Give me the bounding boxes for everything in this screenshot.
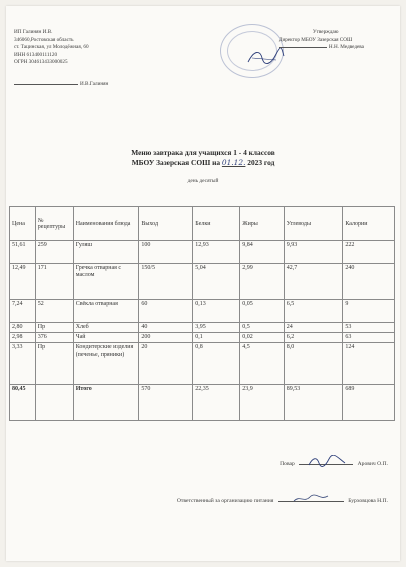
header-price: Цена [10, 207, 36, 241]
cell-proteins: 3,95 [193, 323, 240, 333]
approval-sign-name: Н.Н. Медведева [328, 44, 364, 50]
cell-calories: 222 [343, 241, 395, 264]
cell-proteins: 12,93 [193, 241, 240, 264]
cell-recipe-no: 376 [35, 333, 73, 343]
cell-recipe-no: 52 [35, 300, 73, 323]
header-yield: Выход [139, 207, 193, 241]
cell-dish-name: Хлеб [73, 323, 139, 333]
supplier-inn: ИНН 613400111120 [14, 51, 58, 58]
cell-calories: 53 [343, 323, 395, 333]
year-text: 2023 год [247, 158, 275, 167]
cell-price: 3,33 [10, 343, 36, 385]
cell-recipe-no: 259 [35, 241, 73, 264]
cook-label: Повар [280, 461, 295, 467]
cell-recipe-no: Пр [35, 343, 73, 385]
cell-carbs: 6,5 [284, 300, 343, 323]
header-dish-name: Наименования блюда [73, 207, 139, 241]
supplier-sign-name: И.В.Галинян [80, 80, 109, 87]
responsible-label: Ответственный за организацию питания [176, 498, 274, 504]
cell-proteins: 0,1 [193, 333, 240, 343]
cell-fats: 0,05 [240, 300, 285, 323]
menu-table [9, 206, 395, 421]
cell-dish-name: Кондитерские изделия (печенье, пряники) [73, 343, 139, 385]
cell-dish-name: Чай [73, 333, 139, 343]
supplier-address-street: ст. Тацинская, ул Молодёжная, 60 [14, 44, 89, 50]
table-row [10, 264, 395, 300]
cell-total-label: Итого [73, 385, 139, 421]
school-name: МБОУ Зазерская СОШ на [131, 158, 221, 167]
supplier-address-region: 346060,Ростовская область [14, 36, 74, 43]
menu-title: Меню завтрака для учащихся 1 - 4 классов [131, 148, 275, 157]
table-total-row [10, 385, 395, 421]
responsible-signature-line [278, 501, 344, 502]
approval-position: Директор МБОУ Зазерская СОШ [278, 36, 353, 43]
header-carbs: Углеводы [284, 207, 343, 241]
menu-subtitle [6, 158, 400, 168]
header-calories: Калории [343, 207, 395, 241]
header-proteins: Белки [193, 207, 240, 241]
cell-fats: 9,84 [240, 241, 285, 264]
cell-proteins: 0,13 [193, 300, 240, 323]
cell-carbs: 24 [284, 323, 343, 333]
supplier-signature-line [14, 81, 108, 89]
header-recipe-no: № рецептуры [35, 207, 73, 241]
cook-signature [307, 455, 347, 467]
handwritten-date: 01.12. [221, 158, 246, 167]
cell-price: 51,61 [10, 241, 36, 264]
document-page [6, 6, 400, 561]
table-row [10, 300, 395, 323]
cell-price: 2,80 [10, 323, 36, 333]
approval-signature-line [279, 44, 364, 52]
cell-calories: 9 [343, 300, 395, 323]
cell-total-calories: 689 [343, 385, 395, 421]
cell-total-carbs: 89,53 [284, 385, 343, 421]
cell-carbs: 42,7 [284, 264, 343, 300]
supplier-block [14, 29, 108, 88]
cell-calories: 124 [343, 343, 395, 385]
cook-signature-block [280, 461, 388, 467]
approval-block [279, 29, 364, 52]
cell-yield: 150/5 [139, 264, 193, 300]
cell-fats: 0,5 [240, 323, 285, 333]
cell-total-fats: 23,9 [240, 385, 285, 421]
cell-calories: 63 [343, 333, 395, 343]
cell-dish-name: Гуляш [73, 241, 139, 264]
cell-price: 12,49 [10, 264, 36, 300]
cook-signature-line [299, 464, 353, 465]
cell-yield: 20 [139, 343, 193, 385]
approval-title: Утверждаю [312, 29, 339, 35]
cell-proteins: 5,04 [193, 264, 240, 300]
cell-proteins: 0,8 [193, 343, 240, 385]
cell-yield: 200 [139, 333, 193, 343]
day-label: день десятый [187, 178, 219, 184]
table-header-row [10, 207, 395, 241]
table-row [10, 333, 395, 343]
table-row [10, 323, 395, 333]
cell-fats: 0,02 [240, 333, 285, 343]
cell-fats: 4,5 [240, 343, 285, 385]
header-fats: Жиры [240, 207, 285, 241]
cell-dish-name: Свёкла отварная [73, 300, 139, 323]
cell-carbs: 9,93 [284, 241, 343, 264]
cell-recipe-no: Пр [35, 323, 73, 333]
supplier-ogrn: ОГРН 304613433000025 [14, 59, 68, 65]
cell-dish-name: Гречка отварная с маслом [73, 264, 139, 300]
cell-carbs: 8,0 [284, 343, 343, 385]
cell-price: 2,98 [10, 333, 36, 343]
table-row [10, 343, 395, 385]
cell-price: 7,24 [10, 300, 36, 323]
cell-calories: 240 [343, 264, 395, 300]
cell-yield: 60 [139, 300, 193, 323]
cell-total-yield: 570 [139, 385, 193, 421]
table-row [10, 241, 395, 264]
cell-fats: 2,99 [240, 264, 285, 300]
cell-total-proteins: 22,35 [193, 385, 240, 421]
cook-name: Арович О.П. [357, 461, 388, 467]
responsible-signature-block [177, 498, 388, 504]
cell-yield: 40 [139, 323, 193, 333]
responsible-name: Бурховцова Н.П. [348, 498, 388, 504]
cell-recipe-no: 171 [35, 264, 73, 300]
cell-total-recipe [35, 385, 73, 421]
cell-carbs: 6,2 [284, 333, 343, 343]
cell-yield: 100 [139, 241, 193, 264]
supplier-name: ИП Галинян И.В. [14, 29, 53, 35]
responsible-signature [292, 492, 332, 504]
cell-total-price: 80,45 [10, 385, 36, 421]
